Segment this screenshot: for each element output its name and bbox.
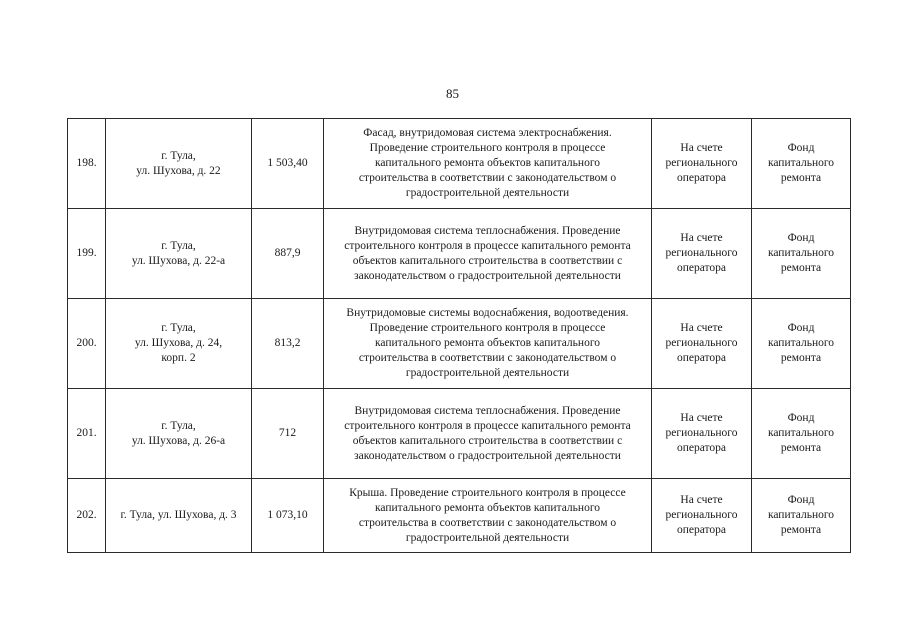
cost-cell: 813,2 (252, 299, 324, 389)
account-cell (652, 209, 752, 299)
fund-line: капитального (767, 509, 835, 521)
row-number: 199. (68, 209, 106, 299)
account-line: оператора (676, 262, 727, 274)
address-line: г. Тула, (161, 149, 196, 162)
fund-line: ремонта (780, 172, 822, 184)
work-line: градостроительной деятельности (405, 367, 570, 379)
work-description-cell (324, 479, 652, 553)
account-line: На счете (680, 412, 723, 424)
address-line: г. Тула, (161, 239, 196, 252)
work-line: Внутридомовая система теплоснабжения. Проведение (354, 404, 621, 417)
work-line: законодательством о градостроительной деятельности (354, 269, 621, 282)
account-line: регионального (665, 337, 738, 349)
fund-cell (752, 389, 851, 479)
account-line: На счете (680, 142, 723, 154)
fund-line: Фонд (787, 412, 815, 424)
work-line: строительства в соответствии с законодательством о (358, 172, 617, 184)
account-line: На счете (680, 322, 723, 334)
fund-line: ремонта (780, 442, 822, 454)
work-line: объектов капитального строительства в соответствии с (352, 434, 623, 447)
repair-registry-table (67, 118, 851, 553)
work-description-cell (324, 389, 652, 479)
fund-line: капитального (767, 337, 835, 349)
row-number: 200. (68, 299, 106, 389)
work-line: капитального ремонта объектов капитального (374, 337, 600, 349)
fund-line: капитального (767, 247, 835, 259)
work-line: строительного контроля в процессе капитального ремонта (344, 239, 631, 252)
account-cell (652, 299, 752, 389)
address-line: г. Тула, (161, 322, 196, 334)
fund-line: Фонд (787, 232, 815, 244)
work-line: Внутридомовая система теплоснабжения. Проведение (354, 224, 621, 237)
work-line: капитального ремонта объектов капитального (374, 157, 600, 169)
work-line: Внутридомовые системы водоснабжения, водоотведения. (346, 307, 629, 319)
work-line: капитального ремонта объектов капитального (374, 501, 600, 514)
cost-cell: 887,9 (252, 209, 324, 299)
work-description-cell (324, 119, 652, 209)
work-line: Фасад, внутридомовая система электроснабжения. (363, 127, 612, 139)
work-description-cell (324, 299, 652, 389)
fund-line: капитального (767, 157, 835, 169)
cost-cell: 1 073,10 (252, 479, 324, 553)
work-line: градостроительной деятельности (405, 531, 570, 544)
address-cell (106, 209, 252, 299)
address-line: ул. Шухова, д. 22 (136, 164, 221, 177)
address-line: ул. Шухова, д. 26-а (131, 434, 226, 447)
work-line: строительства в соответствии с законодательством о (358, 516, 617, 529)
work-line: Проведение строительного контроля в процессе (369, 322, 606, 334)
fund-line: ремонта (780, 524, 822, 536)
fund-line: Фонд (787, 142, 815, 154)
address-cell (106, 299, 252, 389)
account-cell (652, 119, 752, 209)
row-number: 198. (68, 119, 106, 209)
account-line: регионального (665, 427, 738, 439)
address-cell (106, 119, 252, 209)
fund-line: Фонд (787, 322, 815, 334)
address-cell (106, 479, 252, 553)
row-number: 202. (68, 479, 106, 553)
table-row (68, 119, 851, 209)
work-description-cell (324, 209, 652, 299)
account-line: На счете (680, 232, 723, 244)
fund-line: капитального (767, 427, 835, 439)
address-line: ул. Шухова, д. 24, (134, 337, 223, 349)
cost-cell: 712 (252, 389, 324, 479)
work-line: объектов капитального строительства в соответствии с (352, 254, 623, 267)
work-line: строительства в соответствии с законодательством о (358, 352, 617, 364)
work-line: Крыша. Проведение строительного контроля в процессе (349, 486, 626, 499)
table-row (68, 209, 851, 299)
account-line: На счете (680, 494, 723, 506)
table-row (68, 299, 851, 389)
fund-cell (752, 209, 851, 299)
address-line: корп. 2 (161, 352, 196, 364)
account-cell (652, 389, 752, 479)
work-line: строительного контроля в процессе капитального ремонта (344, 419, 631, 432)
fund-cell (752, 299, 851, 389)
cost-cell: 1 503,40 (252, 119, 324, 209)
fund-line: ремонта (780, 262, 822, 274)
account-line: регионального (665, 157, 738, 169)
address-line: г. Тула, ул. Шухова, д. 3 (120, 509, 237, 521)
fund-cell (752, 119, 851, 209)
work-line: градостроительной деятельности (405, 187, 570, 199)
account-line: регионального (665, 247, 738, 259)
fund-line: Фонд (787, 494, 815, 506)
fund-cell (752, 479, 851, 553)
account-line: оператора (676, 352, 727, 364)
fund-line: ремонта (780, 352, 822, 364)
account-line: оператора (676, 524, 727, 536)
page-number: 85 (446, 86, 459, 101)
table-row (68, 479, 851, 553)
work-line: Проведение строительного контроля в процессе (369, 142, 606, 154)
account-line: регионального (665, 509, 738, 521)
address-line: ул. Шухова, д. 22-а (131, 254, 226, 267)
address-line: г. Тула, (161, 419, 196, 432)
account-line: оператора (676, 172, 727, 184)
row-number: 201. (68, 389, 106, 479)
work-line: законодательством о градостроительной деятельности (354, 449, 621, 462)
account-cell (652, 479, 752, 553)
address-cell (106, 389, 252, 479)
account-line: оператора (676, 442, 727, 454)
table-row (68, 389, 851, 479)
